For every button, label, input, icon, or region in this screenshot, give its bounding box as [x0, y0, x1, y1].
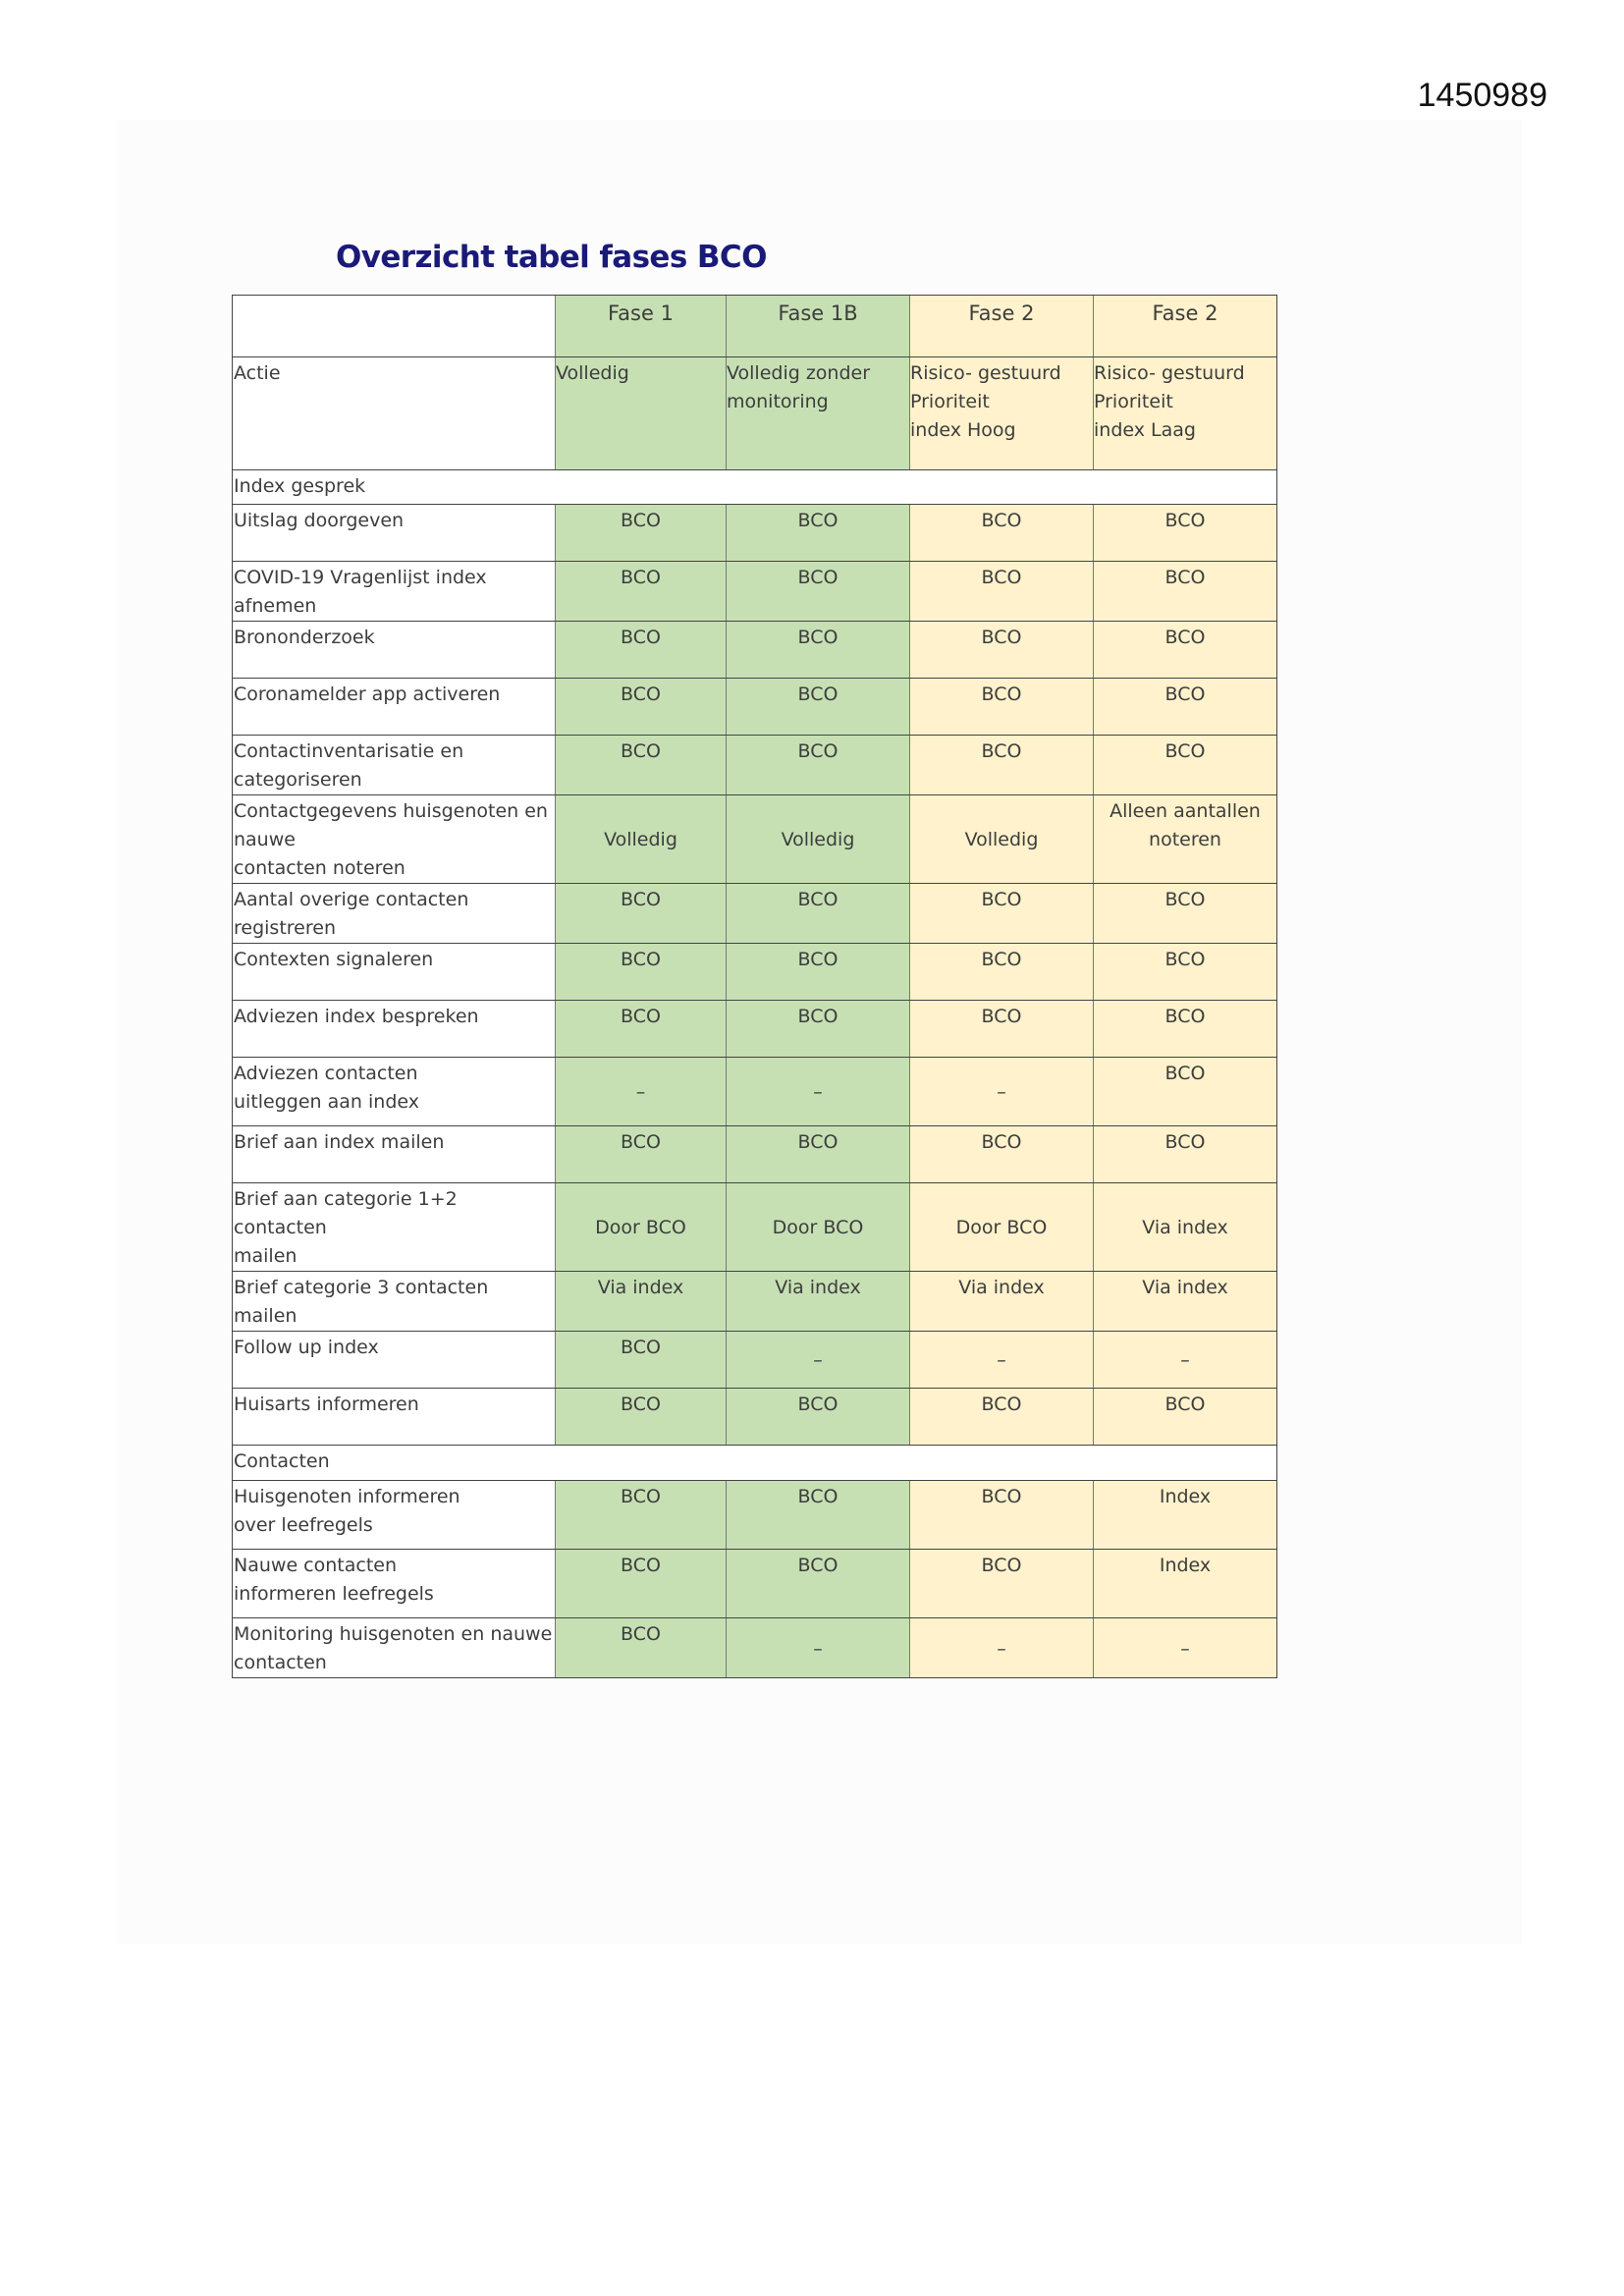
table-row	[233, 1058, 1277, 1126]
phase-cell: BCO	[556, 944, 727, 1001]
phase-cell: BCO	[1094, 1389, 1277, 1446]
phase-cell: BCO	[727, 562, 910, 622]
phase-cell: BCO	[1094, 622, 1277, 679]
phase-cell: Index	[1094, 1481, 1277, 1550]
action-label: Brononderzoek	[233, 622, 556, 679]
phase-cell: Via index	[1094, 1272, 1277, 1332]
phase-cell: –	[910, 1058, 1094, 1126]
phase-cell: BCO	[910, 1389, 1094, 1446]
phase-cell: Door BCO	[556, 1183, 727, 1272]
phase-description: Volledig zonder monitoring	[727, 357, 910, 470]
table-row	[233, 1550, 1277, 1618]
phase-cell: –	[1094, 1618, 1277, 1678]
phase-cell: Via index	[1094, 1183, 1277, 1272]
table-row	[233, 1126, 1277, 1183]
phase-cell: BCO	[727, 1001, 910, 1058]
action-label: Monitoring huisgenoten en nauwe contacten	[233, 1618, 556, 1678]
phase-cell: Door BCO	[910, 1183, 1094, 1272]
table-row	[233, 1618, 1277, 1678]
phase-cell: BCO	[556, 1332, 727, 1389]
phase-cell: BCO	[910, 679, 1094, 736]
table-row	[233, 1001, 1277, 1058]
phase-cell: BCO	[556, 1126, 727, 1183]
phase-cell: –	[1094, 1332, 1277, 1389]
phase-cell: BCO	[1094, 736, 1277, 795]
table-row	[233, 944, 1277, 1001]
table-row	[233, 1332, 1277, 1389]
action-label: Contactgegevens huisgenoten en nauwe contacten noteren	[233, 795, 556, 884]
phase-cell: BCO	[556, 562, 727, 622]
action-label: Brief categorie 3 contacten mailen	[233, 1272, 556, 1332]
phase-cell: BCO	[910, 884, 1094, 944]
bco-phase-table	[232, 295, 1277, 1678]
phase-cell: BCO	[910, 944, 1094, 1001]
phase-header: Fase 1B	[727, 296, 910, 357]
phase-cell: Index	[1094, 1550, 1277, 1618]
table-row	[233, 679, 1277, 736]
phase-cell: BCO	[910, 1550, 1094, 1618]
phase-cell: BCO	[727, 944, 910, 1001]
phase-cell: BCO	[727, 884, 910, 944]
phase-cell: BCO	[727, 736, 910, 795]
phase-cell: BCO	[556, 884, 727, 944]
table-row	[233, 562, 1277, 622]
action-label: Adviezen contacten uitleggen aan index	[233, 1058, 556, 1126]
document-id: 1450989	[1417, 77, 1547, 114]
phase-cell: BCO	[556, 1550, 727, 1618]
section-header-row	[233, 1446, 1277, 1481]
phase-cell: –	[910, 1332, 1094, 1389]
phase-cell: BCO	[727, 1389, 910, 1446]
phase-cell: BCO	[1094, 884, 1277, 944]
phase-description: Volledig	[556, 357, 727, 470]
phase-cell: Via index	[727, 1272, 910, 1332]
phase-cell: BCO	[556, 1481, 727, 1550]
phase-cell: BCO	[1094, 562, 1277, 622]
phase-cell: BCO	[1094, 1001, 1277, 1058]
phase-cell: Volledig	[727, 795, 910, 884]
section-title: Index gesprek	[233, 470, 1277, 505]
phase-cell: BCO	[1094, 1126, 1277, 1183]
table-row	[233, 505, 1277, 562]
phase-cell: BCO	[727, 505, 910, 562]
table-row	[233, 795, 1277, 884]
phase-cell: BCO	[1094, 679, 1277, 736]
table-title: Overzicht tabel fases BCO	[336, 240, 767, 275]
phase-cell: BCO	[556, 1618, 727, 1678]
header-empty-cell	[233, 296, 556, 357]
phase-header: Fase 1	[556, 296, 727, 357]
action-label: Coronamelder app activeren	[233, 679, 556, 736]
phase-cell: BCO	[910, 736, 1094, 795]
table-row	[233, 622, 1277, 679]
table-row	[233, 1272, 1277, 1332]
action-label: Uitslag doorgeven	[233, 505, 556, 562]
action-label: Contexten signaleren	[233, 944, 556, 1001]
phase-cell: Volledig	[556, 795, 727, 884]
phase-cell: BCO	[1094, 944, 1277, 1001]
phase-header: Fase 2	[910, 296, 1094, 357]
table-row	[233, 884, 1277, 944]
phase-cell: BCO	[556, 505, 727, 562]
phase-cell: BCO	[727, 1550, 910, 1618]
phase-cell: BCO	[556, 679, 727, 736]
table-row	[233, 736, 1277, 795]
action-label: Contactinventarisatie en categoriseren	[233, 736, 556, 795]
table-row	[233, 1389, 1277, 1446]
phase-cell: –	[727, 1058, 910, 1126]
phase-cell: Alleen aantallen noteren	[1094, 795, 1277, 884]
action-label: Huisgenoten informeren over leefregels	[233, 1481, 556, 1550]
action-label: Brief aan categorie 1+2 contacten mailen	[233, 1183, 556, 1272]
phase-cell: Via index	[556, 1272, 727, 1332]
phase-cell: BCO	[1094, 1058, 1277, 1126]
phase-cell: BCO	[556, 1389, 727, 1446]
section-title: Contacten	[233, 1446, 1277, 1481]
actie-label: Actie	[233, 357, 556, 470]
phase-cell: BCO	[1094, 505, 1277, 562]
action-label: Follow up index	[233, 1332, 556, 1389]
phase-cell: BCO	[910, 1126, 1094, 1183]
action-label: Aantal overige contacten registreren	[233, 884, 556, 944]
header-phases-row	[233, 296, 1277, 357]
phase-cell: Door BCO	[727, 1183, 910, 1272]
phase-cell: BCO	[910, 1481, 1094, 1550]
phase-header: Fase 2	[1094, 296, 1277, 357]
action-label: Brief aan index mailen	[233, 1126, 556, 1183]
action-label: Huisarts informeren	[233, 1389, 556, 1446]
phase-cell: –	[556, 1058, 727, 1126]
phase-cell: BCO	[910, 1001, 1094, 1058]
action-label: COVID-19 Vragenlijst index afnemen	[233, 562, 556, 622]
action-label: Nauwe contacten informeren leefregels	[233, 1550, 556, 1618]
section-header-row	[233, 470, 1277, 505]
phase-cell: –	[910, 1618, 1094, 1678]
phase-cell: BCO	[910, 505, 1094, 562]
phase-description: Risico- gestuurd Prioriteit index Hoog	[910, 357, 1094, 470]
phase-cell: BCO	[556, 736, 727, 795]
phase-cell: BCO	[727, 1126, 910, 1183]
phase-cell: BCO	[727, 679, 910, 736]
table-row	[233, 1183, 1277, 1272]
phase-cell: BCO	[910, 622, 1094, 679]
header-description-row	[233, 357, 1277, 470]
phase-cell: BCO	[727, 622, 910, 679]
action-label: Adviezen index bespreken	[233, 1001, 556, 1058]
phase-description: Risico- gestuurd Prioriteit index Laag	[1094, 357, 1277, 470]
phase-cell: BCO	[910, 562, 1094, 622]
phase-cell: BCO	[727, 1481, 910, 1550]
phase-cell: –	[727, 1618, 910, 1678]
table-row	[233, 1481, 1277, 1550]
phase-cell: Volledig	[910, 795, 1094, 884]
phase-cell: Via index	[910, 1272, 1094, 1332]
phase-cell: –	[727, 1332, 910, 1389]
phase-cell: BCO	[556, 1001, 727, 1058]
phase-cell: BCO	[556, 622, 727, 679]
